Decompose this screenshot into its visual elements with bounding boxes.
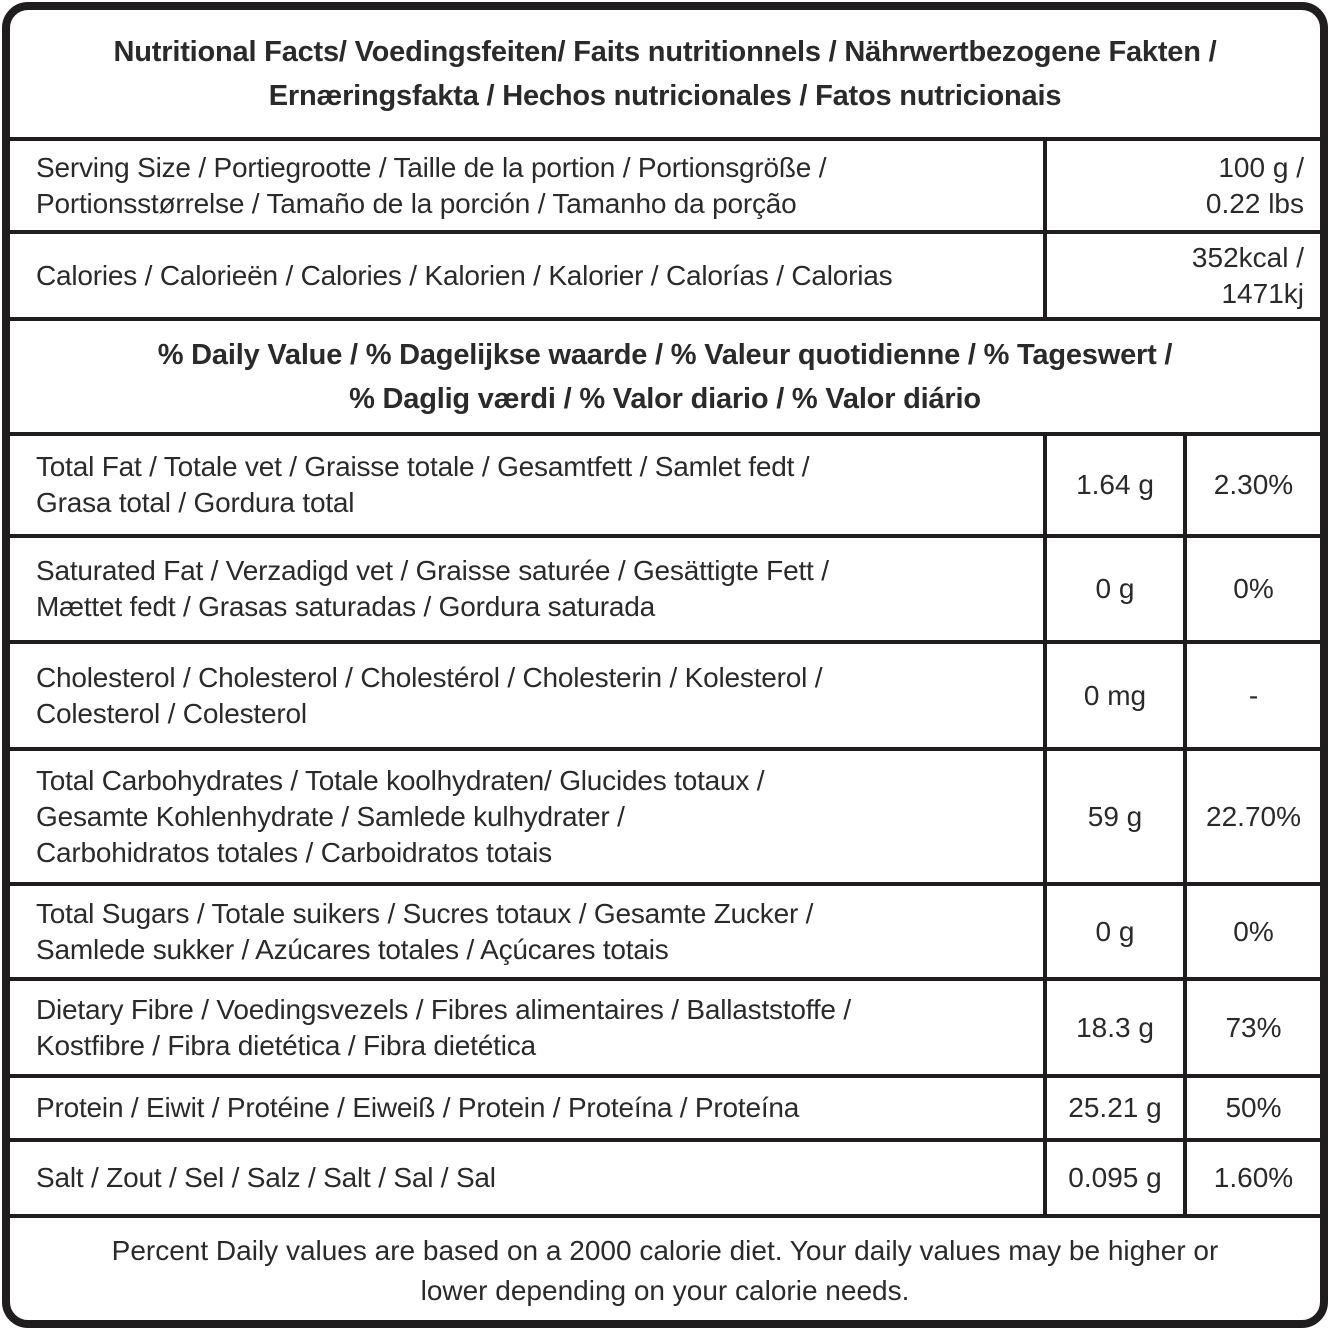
table-title-line-2: Ernæringsfakta / Hechos nutricionales / Fatos nutricionais [268,79,1062,112]
saturated-fat-label [10,538,1043,640]
serving-size-row [10,137,1320,230]
calories-row [10,230,1320,317]
footer-note-row [10,1214,1320,1324]
total-carbohydrates-daily-value: 22.70% [1183,751,1320,882]
saturated-fat-label-line-1: Saturated Fat / Verzadigd vet / Graisse saturée / Gesättigte Fett / [36,555,829,586]
saturated-fat-daily-value: 0% [1183,538,1320,640]
nutrition-label-sheet [0,2,1330,1332]
nutrient-row-protein [10,1074,1320,1138]
protein-daily-value: 50% [1183,1078,1320,1138]
calories-value [1043,234,1320,317]
cholesterol-amount: 0 mg [1043,644,1183,747]
total-carbohydrates-label-line-3: Carbohidratos totales / Carboidratos totais [36,836,552,868]
cholesterol-label-line-2: Colesterol / Colesterol [36,697,307,729]
dietary-fibre-label-line-1: Dietary Fibre / Voedingsvezels / Fibres alimentaires / Ballaststoffe / [36,993,851,1025]
calories-value-line-2: 1471kj [1221,277,1304,309]
dietary-fibre-daily-value: 73% [1183,981,1320,1074]
total-carbohydrates-label [10,751,1043,882]
nutrition-facts-table [2,2,1328,1328]
footer-note-line-1: Percent Daily values are based on a 2000 calorie diet. Your daily values may be higher or [111,1235,1219,1266]
table-title-line-1: Nutritional Facts/ Voedingsfeiten/ Faits nutritionnels / Nährwertbezogene Fakten / [113,35,1217,68]
table-title [10,10,1320,137]
calories-label-line-1: Calories / Calorieën / Calories / Kalorien / Kalorier / Calorías / Calorias [36,259,893,291]
daily-value-header-row [10,317,1320,432]
dietary-fibre-label [10,981,1043,1074]
daily-value-header [10,321,1320,432]
saturated-fat-amount: 0 g [1043,538,1183,640]
serving-size-value [1043,141,1320,230]
protein-label-line-1: Protein / Eiwit / Protéine / Eiweiß / Protein / Proteína / Proteína [36,1092,800,1123]
dietary-fibre-amount: 18.3 g [1043,981,1183,1074]
total-carbohydrates-label-line-1: Total Carbohydrates / Totale koolhydraten/ Glucides totaux / [36,764,765,796]
table-title-row [10,10,1320,137]
cholesterol-daily-value: - [1183,644,1320,747]
calories-label [10,234,1043,317]
nutrient-row-total-fat [10,432,1320,534]
daily-value-header-line-2: % Daglig værdi / % Valor diario / % Valor diário [349,382,981,415]
nutrient-row-total-carbohydrates [10,747,1320,882]
total-fat-label [10,436,1043,534]
total-carbohydrates-amount: 59 g [1043,751,1183,882]
saturated-fat-label-line-2: Mættet fedt / Grasas saturadas / Gordura saturada [36,591,655,622]
salt-label [10,1142,1043,1214]
footer-note-line-2: lower depending on your calorie needs. [420,1275,910,1306]
footer-note [10,1218,1320,1324]
serving-size-label-line-2: Portionsstørrelse / Tamaño de la porción / Tamanho da porção [36,187,797,219]
protein-amount: 25.21 g [1043,1078,1183,1138]
cholesterol-label-line-1: Cholesterol / Cholesterol / Cholestérol / Cholesterin / Kolesterol / [36,661,823,693]
total-fat-label-line-1: Total Fat / Totale vet / Graisse totale / Gesamtfett / Samlet fedt / [36,451,810,482]
serving-size-value-line-2: 0.22 lbs [1205,187,1304,219]
serving-size-label [10,141,1043,230]
total-fat-daily-value: 2.30% [1183,436,1320,534]
nutrient-row-saturated-fat [10,534,1320,640]
cholesterol-label [10,644,1043,747]
total-carbohydrates-label-line-2: Gesamte Kohlenhydrate / Samlede kulhydrater / [36,800,625,832]
salt-daily-value: 1.60% [1183,1142,1320,1214]
total-sugars-label-line-2: Samlede sukker / Azúcares totales / Açúcares totais [36,933,669,965]
salt-label-line-1: Salt / Zout / Sel / Salz / Salt / Sal / Sal [36,1162,496,1193]
total-sugars-amount: 0 g [1043,886,1183,977]
total-sugars-daily-value: 0% [1183,886,1320,977]
nutrient-row-salt [10,1138,1320,1214]
salt-amount: 0.095 g [1043,1142,1183,1214]
protein-label [10,1078,1043,1138]
total-fat-amount: 1.64 g [1043,436,1183,534]
total-sugars-label-line-1: Total Sugars / Totale suikers / Sucres totaux / Gesamte Zucker / [36,897,814,929]
nutrient-row-dietary-fibre [10,977,1320,1074]
calories-value-line-1: 352kcal / [1191,241,1304,273]
dietary-fibre-label-line-2: Kostfibre / Fibra dietética / Fibra dietética [36,1029,536,1061]
total-sugars-label [10,886,1043,977]
nutrient-row-total-sugars [10,882,1320,977]
total-fat-label-line-2: Grasa total / Gordura total [36,487,355,518]
serving-size-label-line-1: Serving Size / Portiegrootte / Taille de la portion / Portionsgröße / [36,151,827,183]
nutrient-row-cholesterol [10,640,1320,747]
daily-value-header-line-1: % Daily Value / % Dagelijkse waarde / % Valeur quotidienne / % Tageswert / [157,338,1173,371]
serving-size-value-line-1: 100 g / [1218,151,1304,183]
